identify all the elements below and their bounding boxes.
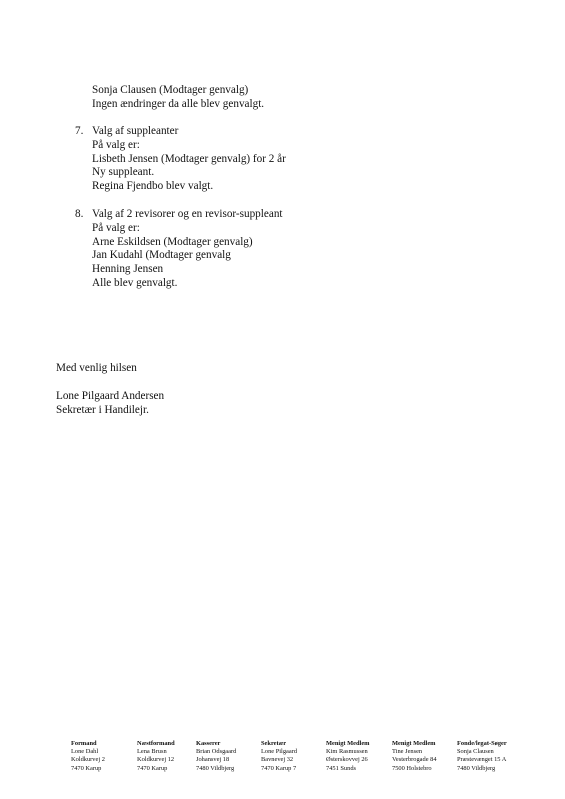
board-footer — [71, 740, 531, 780]
footer-street: Østerskovvej 26 — [326, 756, 368, 764]
footer-column — [326, 740, 369, 773]
footer-city: 7451 Sunds — [326, 764, 357, 772]
footer-column — [392, 740, 437, 773]
footer-name: Kim Rasmussen — [326, 748, 368, 756]
footer-street: Johansvej 18 — [196, 756, 230, 764]
item-number: 8. — [75, 208, 84, 220]
item-line: Lisbeth Jensen (Modtager genvalg) for 2 år — [92, 152, 286, 165]
item-7-block — [92, 125, 286, 194]
footer-street: Præstevænget 15 A — [457, 756, 507, 764]
footer-city: 7470 Karup — [71, 764, 102, 772]
item-8-block — [92, 208, 283, 291]
footer-role: Formand — [71, 740, 97, 747]
footer-column — [261, 740, 297, 773]
closing-greeting: Med venlig hilsen — [56, 362, 137, 374]
signature-title: Sekretær i Handilejr. — [56, 404, 149, 416]
footer-role: Sekretær — [261, 740, 287, 747]
footer-column — [196, 740, 236, 773]
footer-role: Menigt Medlem — [326, 740, 370, 747]
item-number: 7. — [75, 125, 84, 137]
item-line: Alle blev genvalgt. — [92, 276, 178, 289]
item-line: Valg af 2 revisorer og en revisor-suppleant — [92, 208, 283, 220]
item-line: Arne Eskildsen (Modtager genvalg) — [92, 235, 253, 248]
footer-street: Bavnevej 32 — [261, 756, 294, 764]
footer-column — [137, 740, 175, 773]
footer-column — [457, 740, 507, 773]
intro-line: Ingen ændringer da alle blev genvalgt. — [92, 97, 265, 110]
footer-column — [71, 740, 105, 773]
item-line: På valg er: — [92, 138, 140, 151]
footer-street: Koldkurvej 2 — [71, 756, 105, 764]
footer-role: Næstformand — [137, 740, 175, 747]
item-line: Valg af suppleanter — [92, 125, 179, 137]
footer-name: Lone Dahl — [71, 748, 99, 756]
footer-street: Koldkurvej 12 — [137, 756, 175, 764]
signature-name: Lone Pilgaard Andersen — [56, 390, 165, 402]
footer-name: Tine Jensen — [392, 748, 423, 756]
footer-name: Lone Pilgaard — [261, 748, 298, 756]
item-line: Ny suppleant. — [92, 166, 155, 179]
footer-name: Lena Brusn — [137, 748, 167, 756]
footer-city: 7480 Vildbjerg — [457, 764, 496, 772]
item-line: Henning Jensen — [92, 263, 164, 276]
footer-city: 7480 Vildbjerg — [196, 764, 235, 772]
intro-block — [92, 84, 264, 112]
footer-role: Fonde/legat-Søger — [457, 740, 507, 747]
footer-name: Sonja Clausen — [457, 748, 494, 756]
intro-line: Sonja Clausen (Modtager genvalg) — [92, 84, 249, 96]
footer-city: 7500 Holstebro — [392, 764, 432, 772]
item-line: På valg er: — [92, 221, 140, 234]
footer-city: 7470 Karup — [137, 764, 168, 772]
item-line: Regina Fjendbo blev valgt. — [92, 180, 214, 193]
item-line: Jan Kudahl (Modtager genvalg — [92, 249, 231, 262]
footer-city: 7470 Karup 7 — [261, 764, 297, 772]
footer-role: Menigt Medlem — [392, 740, 436, 747]
footer-street: Vesterbrogade 84 — [392, 756, 437, 764]
footer-role: Kasserer — [196, 740, 221, 747]
footer-name: Brian Odsgaard — [196, 748, 237, 756]
